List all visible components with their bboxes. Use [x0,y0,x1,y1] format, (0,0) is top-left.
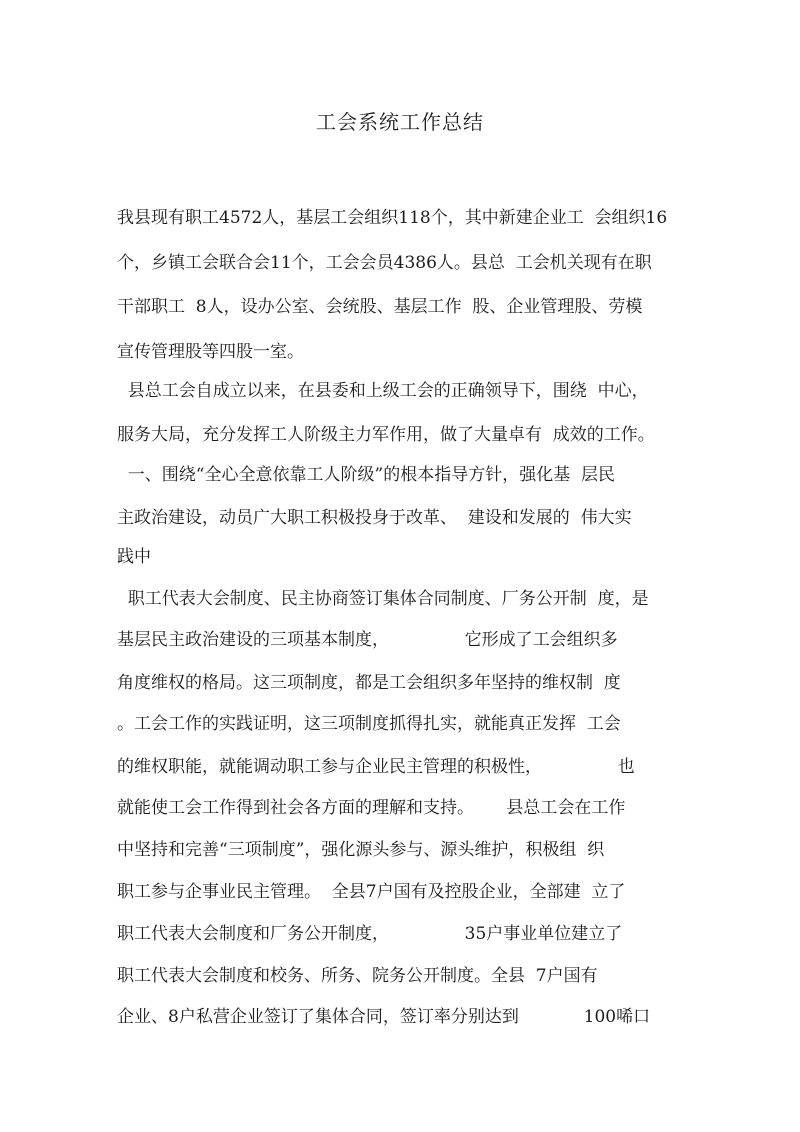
body-line: 。工会工作的实践证明，这三项制度抓得扎实，就能真正发挥 工会 [117,714,621,734]
body-line: 一、围绕“全心全意依靠工人阶级”的根本指导方针，强化基 层民 [117,465,615,485]
body-line: 职工代表大会制度和厂务公开制度， 35户事业单位建立了 [117,924,623,944]
body-line: 践中 [117,547,151,567]
document-title: 工会系统工作总结 [316,110,484,134]
body-line: 职工代表大会制度、民主协商签订集体合同制度、厂务公开制 度，是 [117,589,649,609]
body-line: 角度维权的格局。这三项制度，都是工会组织多年坚持的维权制 度 [117,673,621,693]
body-line: 的维权职能，就能调动职工参与企业民主管理的积极性， 也 [117,757,635,777]
body-line: 中坚持和完善“三项制度”，强化源头参与、源头维护，积极组 织 [117,840,605,860]
body-line: 职工参与企事业民主管理。 全县7户国有及控股企业，全部建 立了 [117,882,626,902]
body-line: 主政治建设，动员广大职工积极投身于改革、 建设和发展的 伟大实 [117,508,632,528]
body-line: 宣传管理股等四股一室。 [117,342,304,362]
body-line: 县总工会自成立以来，在县委和上级工会的正确领导下，围绕 中心， [117,381,649,401]
body-line: 基层民主政治建设的三项基本制度， 它形成了工会组织多 [117,630,618,650]
body-line: 职工代表大会制度和校务、所务、院务公开制度。全县 7户国有 [117,966,598,986]
body-line: 企业、8户私营企业签订了集体合同，签订率分别达到 100唏口 [117,1007,651,1027]
body-line: 服务大局，充分发挥工人阶级主力军作用，做了大量卓有 成效的工作。 [117,425,655,445]
body-line: 我县现有职工4572人，基层工会组织118个，其中新建企业工 会组织16 [117,208,668,228]
body-line: 就能使工会工作得到社会各方面的理解和支持。 县总工会在工作 [117,798,626,818]
body-line: 干部职工 8人，设办公室、会统股、基层工作 股、企业管理股、劳模 [117,297,643,317]
body-line: 个，乡镇工会联合会11个，工会会员4386人。县总 工会机关现有在职 [117,253,652,273]
